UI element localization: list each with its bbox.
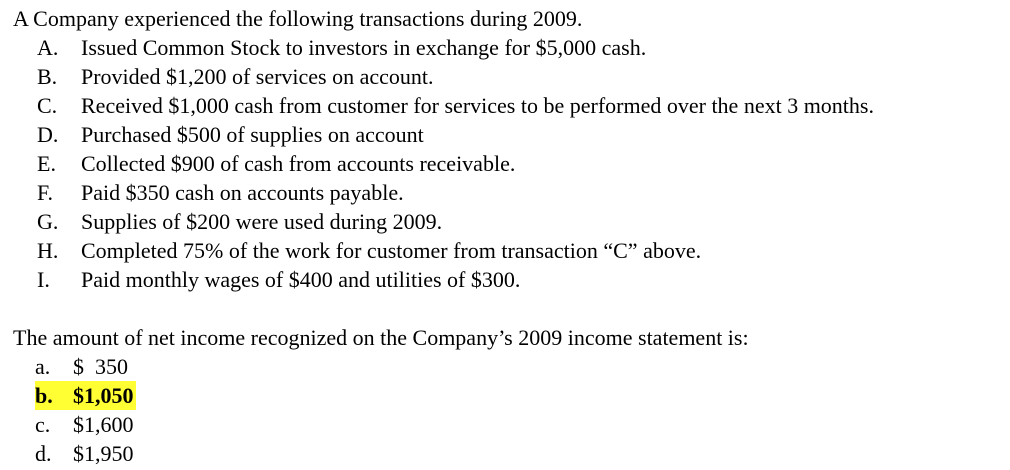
choice-body [35, 381, 136, 410]
choice-letter: b. [35, 383, 53, 408]
choice-text: $1,600 [73, 412, 134, 437]
transaction-text: Collected $900 of cash from accounts receivable. [81, 151, 516, 176]
answer-choice-b [35, 381, 1010, 410]
answer-choices [13, 352, 1010, 468]
answer-choice-a [35, 352, 1010, 381]
transaction-letter: H. [37, 238, 59, 263]
transaction-item [37, 120, 1010, 149]
transaction-list [13, 33, 1010, 294]
transaction-letter: B. [37, 64, 58, 89]
choice-body [35, 439, 136, 468]
transaction-letter: G. [37, 209, 59, 234]
transaction-text: Supplies of $200 were used during 2009. [81, 209, 443, 234]
intro-text: A Company experienced the following transactions during 2009. [13, 6, 583, 31]
choice-letter: c. [35, 412, 51, 437]
transaction-text: Completed 75% of the work for customer from transaction “C” above. [81, 238, 702, 263]
transaction-item [37, 236, 1010, 265]
transaction-text: Paid $350 cash on accounts payable. [81, 180, 404, 205]
transaction-letter: E. [37, 151, 56, 176]
choice-body [35, 410, 136, 439]
transaction-text: Issued Common Stock to investors in exchange for $5,000 cash. [81, 35, 647, 60]
choice-text: $1,950 [73, 441, 134, 466]
transaction-letter: I. [37, 267, 50, 292]
transaction-text: Paid monthly wages of $400 and utilities of $300. [81, 267, 521, 292]
transaction-letter: F. [37, 180, 53, 205]
question-text: The amount of net income recognized on the Company’s 2009 income statement is: [13, 325, 749, 350]
transaction-text: Provided $1,200 of services on account. [81, 64, 434, 89]
transaction-text: Received $1,000 cash from customer for services to be performed over the next 3 months. [81, 93, 874, 118]
transaction-item [37, 33, 1010, 62]
choice-text: $ 350 [73, 354, 128, 379]
choice-letter: a. [35, 354, 51, 379]
transaction-letter: A. [37, 35, 59, 60]
choice-body [35, 352, 130, 381]
transaction-item [37, 91, 1010, 120]
transaction-item [37, 62, 1010, 91]
answer-choice-c [35, 410, 1010, 439]
transaction-letter: D. [37, 122, 59, 147]
transaction-item [37, 149, 1010, 178]
answer-choice-d [35, 439, 1010, 468]
choice-letter: d. [35, 441, 52, 466]
transaction-item [37, 265, 1010, 294]
transaction-text: Purchased $500 of supplies on account [81, 122, 424, 147]
transaction-letter: C. [37, 93, 58, 118]
transaction-item [37, 207, 1010, 236]
transaction-item [37, 178, 1010, 207]
choice-text: $1,050 [73, 383, 134, 408]
